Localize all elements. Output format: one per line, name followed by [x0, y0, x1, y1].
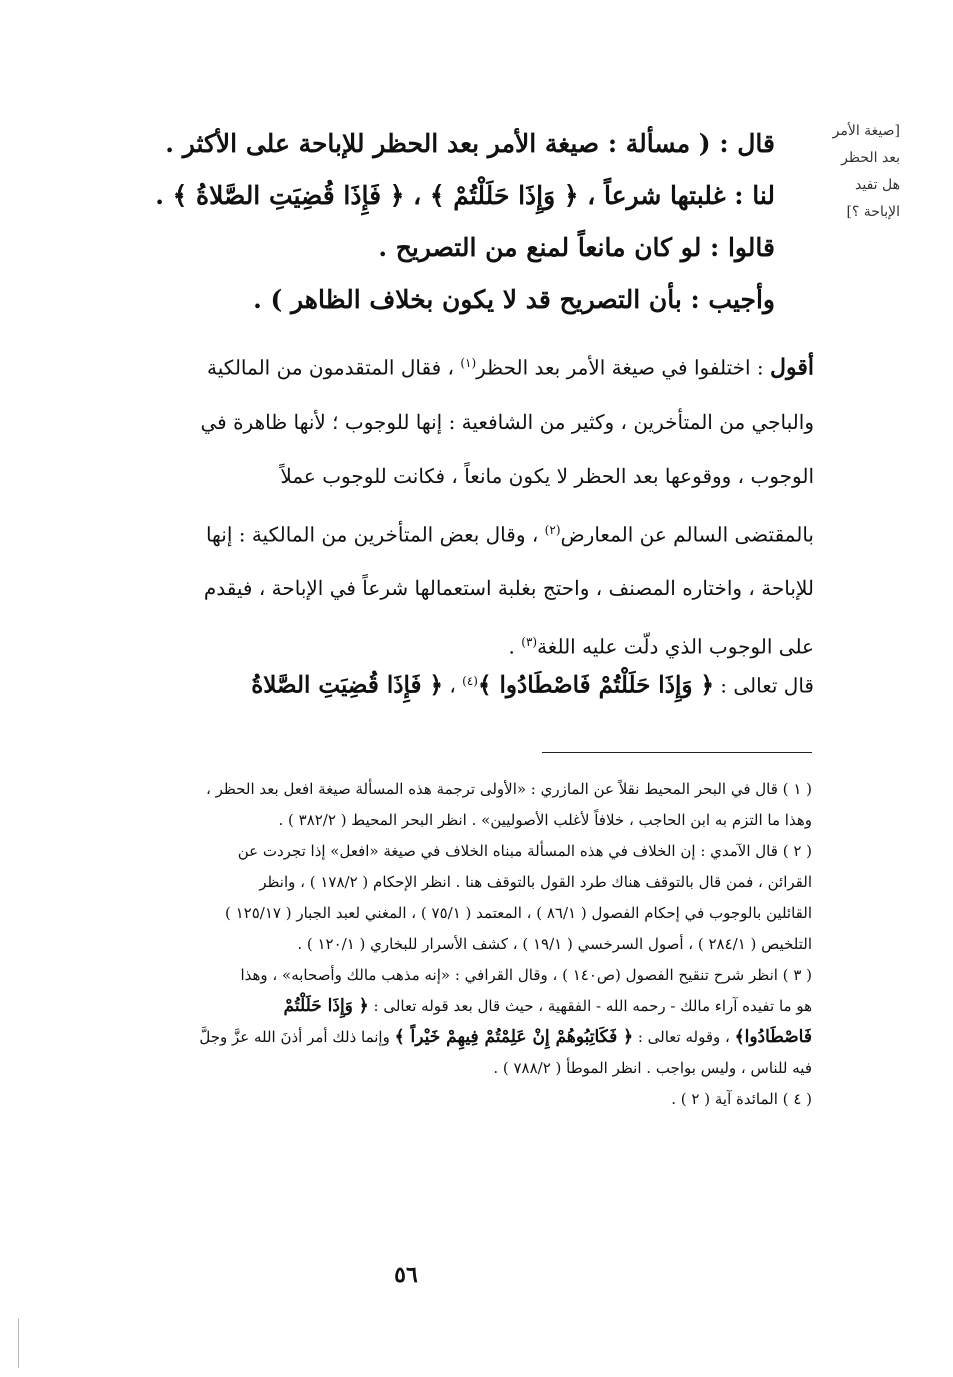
sharh-text: بالمقتضى السالم عن المعارض — [560, 522, 814, 547]
sharh-line — [52, 336, 814, 395]
footnote-line: ( ٢ ) قال الآمدي : إن الخلاف في هذه المسألة مبناه الخلاف في صيغة «افعل» إذا تجردت عن — [237, 842, 812, 860]
footnote-line: فيه للناس ، وليس بواجب . انظر الموطأ ( ٧٨٨/٢ ) . — [493, 1059, 812, 1077]
footnote-divider — [542, 752, 812, 753]
matn-line: وأجيب : بأن التصريح قد لا يكون بخلاف الظاهر ) . — [253, 285, 775, 314]
footnote-ref: (٣) — [521, 635, 538, 650]
sharh-line: للإباحة ، واختاره المصنف ، واحتج بغلبة استعمالها شرعاً في الإباحة ، فيقدم — [203, 576, 814, 601]
footnote-line — [55, 991, 812, 1022]
quran-verse: ﴿ وَإِذَا حَلَلْتُمْ فَاصْطَادُوا ﴾ — [477, 671, 714, 699]
footnote-ref: (١) — [460, 356, 477, 370]
quran-verse: ﴿ فَكَاتِبُوهُمْ إِنْ عَلِمْتُمْ فِيهِمْ خَيْراً ﴾ — [394, 1027, 634, 1047]
scan-edge-mark — [18, 1318, 19, 1368]
margin-note-line: [صيغة الأمر — [832, 123, 900, 139]
margin-note — [808, 118, 900, 226]
footnote-line — [55, 1022, 812, 1053]
matn-text — [120, 118, 775, 326]
margin-note-line: بعد الحظر — [841, 150, 900, 166]
sharh-text: ، وقال بعض المتأخرين من المالكية : إنها — [205, 522, 545, 547]
footnote-line: ( ١ ) قال في البحر المحيط نقلاً عن المازري : «الأولى ترجمة هذه المسألة صيغة افعل بعد الحظر ، — [206, 780, 812, 798]
footnote-text: وإنما ذلك أمر أذنَ الله عزَّ وجلَّ — [199, 1028, 395, 1046]
footnote-text: ، وقوله تعالى : — [633, 1028, 735, 1046]
page-number: ٥٦ — [394, 1262, 418, 1288]
footnote-line: القرائن ، فمن قال بالتوقف هناك طرد القول بالتوقف هنا . انظر الإحكام ( ١٧٨/٢ ) ، وانظر — [259, 873, 812, 891]
footnote-line: ( ٤ ) المائدة آية ( ٢ ) . — [671, 1090, 812, 1108]
sharh-line — [52, 503, 814, 562]
quran-quote-line — [52, 656, 814, 711]
quran-verse: ﴿ وَإِذَا حَلَلْتُمْ — [283, 996, 369, 1016]
margin-note-line: الإباحة ؟] — [846, 204, 900, 220]
separator: ، — [442, 673, 463, 698]
matn-line: لنا : غلبتها شرعاً ، ﴿ وَإِذَا حَلَلْتُمْ ﴾ ، ﴿ فَإِذَا قُضِيَتِ الصَّلاةُ ﴾ . — [155, 181, 775, 210]
footnotes — [55, 774, 812, 1115]
matn-line: قال : ( مسألة : صيغة الأمر بعد الحظر للإباحة على الأكثر . — [165, 129, 775, 158]
lead-word: أقول — [770, 354, 814, 381]
sharh-text: . — [508, 634, 522, 659]
footnote-line: وهذا ما التزم به ابن الحاجب ، خلافاً لأغلب الأصوليين» . انظر البحر المحيط ( ٣٨٢/٢ ) . — [278, 811, 812, 829]
quran-verse: فَاصْطَادُوا﴾ — [734, 1027, 812, 1047]
sharh-line: والباجي من المتأخرين ، وكثير من الشافعية : إنها للوجوب ؛ لأنها ظاهرة في — [200, 409, 814, 434]
quran-verse: ﴿ فَإِذَا قُضِيَتِ الصَّلاةُ — [251, 671, 443, 699]
sharh-text: : اختلفوا في صيغة الأمر بعد الحظر — [476, 355, 771, 380]
sharh-text: على الوجوب الذي دلّت عليه اللغة — [537, 634, 814, 659]
sharh-text: ، فقال المتقدمون من المالكية — [207, 355, 461, 380]
sharh-commentary — [52, 336, 814, 674]
footnote-line: التلخيص ( ٢٨٤/١ ) ، أصول السرخسي ( ١٩/١ ) ، كشف الأسرار للبخاري ( ١٢٠/١ ) . — [297, 935, 812, 953]
footnote-ref: (٤) — [462, 674, 478, 688]
sharh-line: الوجوب ، ووقوعها بعد الحظر لا يكون مانعاً ، فكانت للوجوب عملاً — [280, 463, 814, 488]
matn-line: قالوا : لو كان مانعاً لمنع من التصريح . — [378, 233, 775, 262]
footnote-text: هو ما تفيده آراء مالك - رحمه الله - الفقهية ، حيث قال بعد قوله تعالى : — [368, 997, 812, 1015]
footnote-ref: (٢) — [544, 522, 561, 537]
quote-prefix: قال تعالى : — [713, 673, 814, 698]
margin-note-line: هل تفيد — [855, 177, 900, 193]
footnote-line: ( ٣ ) انظر شرح تنقيح الفصول (ص١٤٠ ) ، وقال القرافي : «إنه مذهب مالك وأصحابه» ، وهذا — [240, 966, 812, 984]
footnote-line: القائلين بالوجوب في إحكام الفصول ( ٨٦/١ ) ، المعتمد ( ٧٥/١ ) ، المغني لعبد الجبار ( ١٢٥/١٧ ) — [224, 904, 812, 922]
